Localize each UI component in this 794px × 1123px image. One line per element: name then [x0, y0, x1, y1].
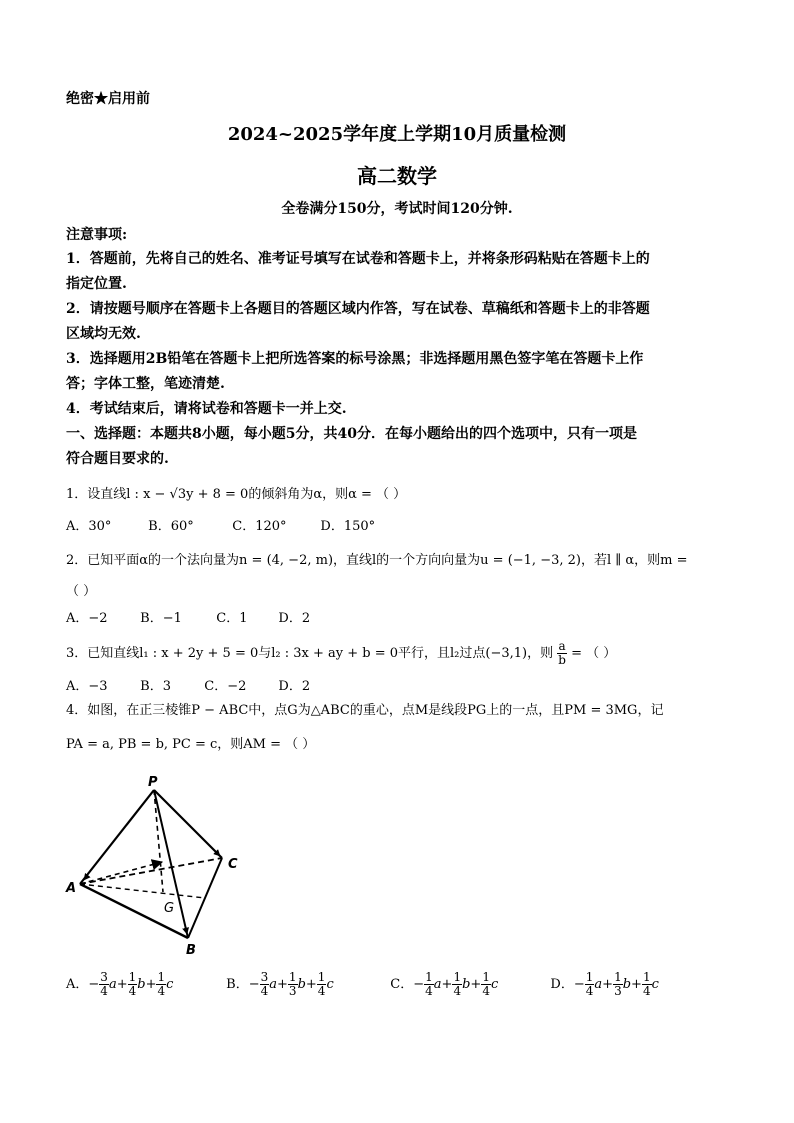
question-1-stem: 1．设直线l : x − √3y + 8 = 0的倾斜角为α，则α = （ ） — [66, 487, 407, 502]
vector-a: a — [269, 977, 278, 992]
option-c — [390, 971, 546, 998]
coef-1 — [260, 971, 270, 998]
question-2-options — [66, 607, 310, 626]
exam-meta: 全卷满分150分，考试时间120分钟. — [281, 201, 513, 217]
tetrahedron-figure — [60, 770, 260, 960]
question-3-stem-tail: = （ ） — [571, 646, 617, 661]
sign: − — [413, 977, 425, 992]
question-2-blank: （ ） — [66, 584, 97, 599]
vector-c: c — [651, 977, 659, 992]
coef-3 — [317, 971, 327, 998]
option-b: B．−1 — [140, 611, 182, 626]
question-3-fraction — [557, 640, 567, 667]
option-letter: C． — [390, 977, 414, 992]
median-a — [80, 884, 205, 898]
note-3-line-2: 答；字体工整，笔迹清楚. — [66, 376, 225, 392]
sign: + — [441, 977, 453, 992]
denominator: 3 — [288, 984, 297, 998]
option-b: B．60° — [148, 519, 194, 534]
denominator: 4 — [260, 984, 269, 998]
coef-1 — [424, 971, 434, 998]
question-4-options — [66, 971, 659, 998]
note-4: 4．考试结束后，请将试卷和答题卡一并上交. — [66, 401, 347, 417]
vector-a: a — [433, 977, 442, 992]
denominator: 4 — [100, 984, 108, 998]
option-d: D．2 — [278, 679, 311, 694]
section-1-line-1: 一、选择题：本题共8小题，每小题5分，共40分．在每小题给出的四个选项中，只有一项是 — [66, 426, 637, 442]
denominator: 4 — [482, 984, 490, 998]
option-c: C．120° — [232, 519, 287, 534]
vector-am — [80, 862, 162, 884]
question-3-stem-text: 3．已知直线l₁ : x + 2y + 5 = 0与l₂ : 3x + ay + b = 0平行，且l₂过点(−3,1)，则 — [66, 646, 554, 661]
coef-2 — [128, 971, 138, 998]
label-p: P — [148, 775, 158, 790]
label-a: A — [66, 881, 77, 896]
question-3-options — [66, 675, 310, 694]
notes-heading: 注意事项: — [66, 227, 128, 243]
question-2-stem: 2．已知平面α的一个法向量为n = (4, −2, m)，直线l的一个方向向量为u = (−1, −3, 2)，若l ∥ α，则m = — [66, 553, 688, 568]
denominator: 4 — [585, 984, 594, 998]
vector-c: c — [326, 977, 334, 992]
fraction-numerator: a — [558, 639, 566, 653]
vector-c: c — [166, 977, 174, 992]
coef-3 — [481, 971, 491, 998]
sign: − — [88, 977, 100, 992]
vector-c: c — [490, 977, 499, 992]
numerator: 1 — [482, 970, 490, 984]
label-c: C — [228, 857, 238, 872]
vector-a: a — [108, 977, 117, 992]
sign: + — [277, 977, 288, 992]
sign: + — [631, 977, 642, 992]
question-1-options — [66, 515, 375, 534]
option-b: B．3 — [140, 679, 171, 694]
numerator: 1 — [128, 970, 137, 984]
sign: − — [248, 977, 260, 992]
option-letter: A． — [66, 977, 89, 992]
numerator: 1 — [614, 970, 622, 984]
option-a: A．−2 — [66, 611, 108, 626]
denominator: 4 — [317, 984, 326, 998]
option-c: C．1 — [216, 611, 248, 626]
vector-b: b — [462, 977, 471, 992]
denominator: 4 — [157, 984, 166, 998]
option-b — [226, 971, 386, 998]
numerator: 1 — [288, 970, 297, 984]
vector-b: b — [622, 977, 632, 992]
sign: + — [602, 977, 614, 992]
option-a — [66, 971, 222, 998]
question-4-stem-line-2: PA = a, PB = b, PC = c，则AM = （ ） — [66, 737, 316, 752]
denominator: 4 — [425, 984, 433, 998]
numerator: 3 — [260, 970, 269, 984]
confidential-label: 绝密★启用前 — [66, 91, 150, 107]
note-1-line-1: 1．答题前，先将自己的姓名、准考证号填写在试卷和答题卡上，并将条形码粘贴在答题卡上的 — [66, 251, 650, 267]
note-2-line-1: 2．请按题号顺序在答题卡上各题目的答题区域内作答，写在试卷、草稿纸和答题卡上的非答题 — [66, 301, 650, 317]
vector-b: b — [137, 977, 146, 992]
denominator: 3 — [614, 984, 622, 998]
question-4-stem-line-1: 4．如图，在正三棱锥P − ABC中，点G为△ABC的重心，点M是线段PG上的一点，且PM = 3MG，记 — [66, 703, 664, 718]
sign: − — [573, 977, 585, 992]
vector-a: a — [594, 977, 603, 992]
numerator: 1 — [157, 970, 166, 984]
option-c: C．−2 — [204, 679, 247, 694]
denominator: 4 — [642, 984, 651, 998]
numerator: 1 — [585, 970, 594, 984]
numerator: 3 — [100, 970, 108, 984]
exam-subject: 高二数学 — [357, 164, 437, 188]
coef-2 — [452, 971, 462, 998]
option-d — [550, 971, 658, 998]
numerator: 1 — [453, 970, 462, 984]
denominator: 4 — [128, 984, 137, 998]
fraction-denominator: b — [558, 653, 566, 667]
edge-pc — [154, 790, 222, 858]
sign: + — [305, 977, 317, 992]
sign: + — [470, 977, 482, 992]
vector-b: b — [297, 977, 306, 992]
option-d: D．150° — [320, 519, 376, 534]
label-b: B — [186, 943, 196, 958]
coef-1 — [585, 971, 595, 998]
coef-3 — [642, 971, 652, 998]
coef-2 — [613, 971, 623, 998]
sign: + — [116, 977, 128, 992]
section-1-line-2: 符合题目要求的. — [66, 451, 169, 467]
note-1-line-2: 指定位置. — [66, 276, 127, 292]
numerator: 1 — [317, 970, 326, 984]
edge-pa — [80, 790, 154, 884]
option-a: A．−3 — [66, 679, 108, 694]
numerator: 1 — [642, 970, 651, 984]
option-letter: B． — [226, 977, 249, 992]
coef-2 — [288, 971, 298, 998]
label-g: G — [164, 901, 175, 916]
option-letter: D． — [550, 977, 574, 992]
sign: + — [145, 977, 157, 992]
denominator: 4 — [453, 984, 462, 998]
coef-3 — [156, 971, 166, 998]
exam-title: 2024~2025学年度上学期10月质量检测 — [227, 124, 567, 145]
edge-ac — [80, 858, 222, 884]
note-3-line-1: 3．选择题用2B铅笔在答题卡上把所选答案的标号涂黑；非选择题用黑色签字笔在答题卡上作 — [66, 351, 644, 367]
option-a: A．30° — [66, 519, 112, 534]
note-2-line-2: 区域均无效. — [66, 326, 141, 342]
numerator: 1 — [425, 970, 433, 984]
coef-1 — [99, 971, 109, 998]
option-d: D．2 — [278, 611, 311, 626]
question-3-stem — [66, 640, 616, 667]
